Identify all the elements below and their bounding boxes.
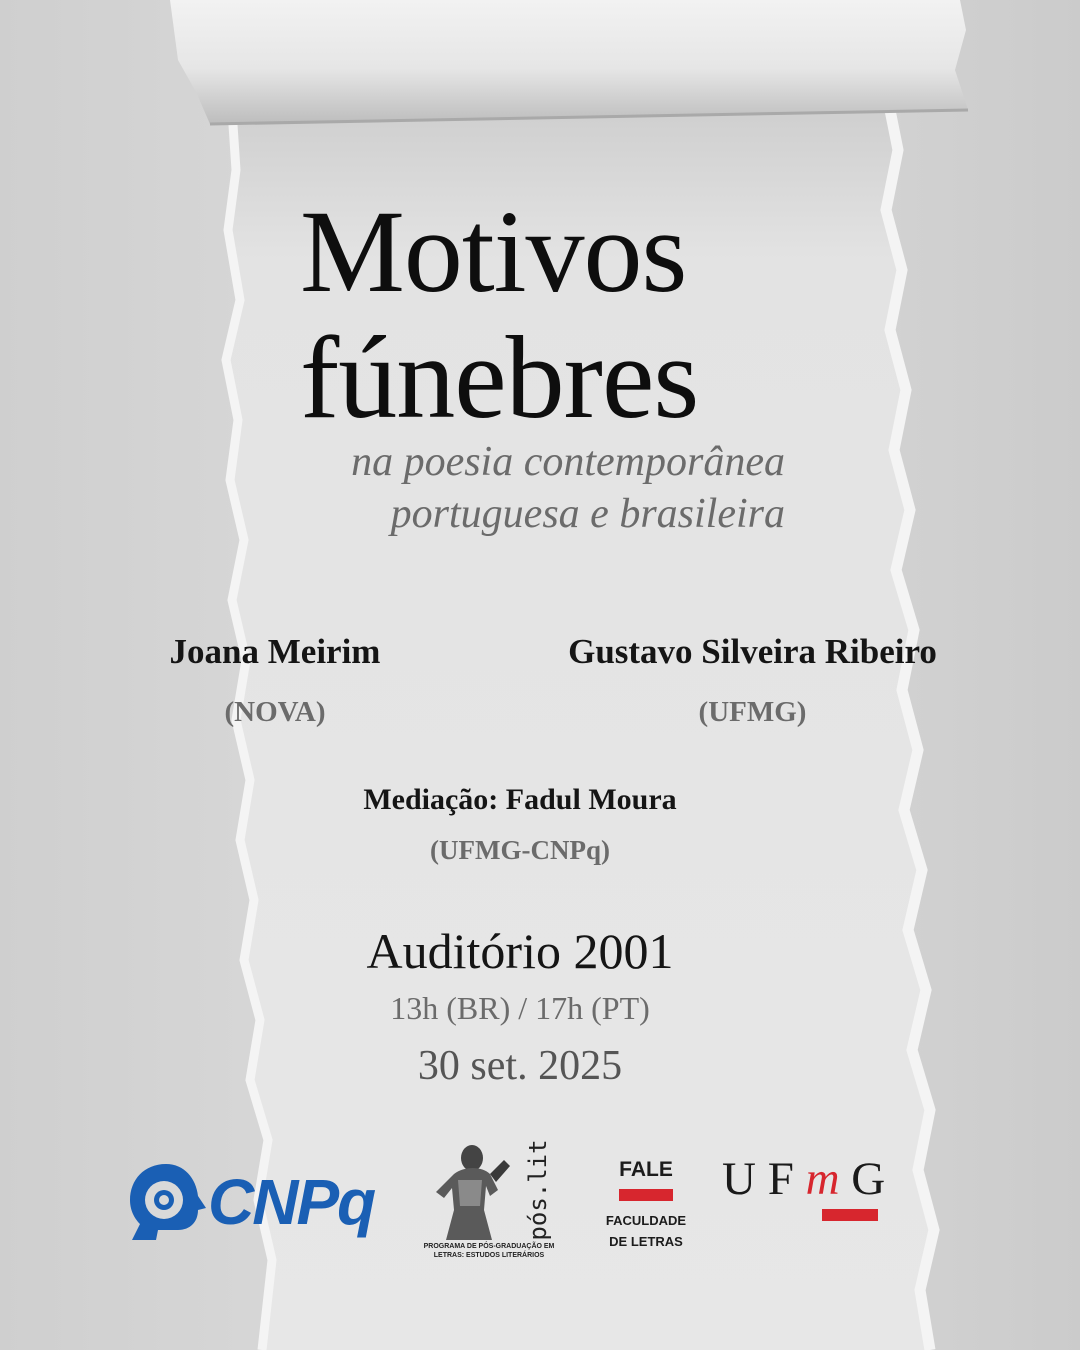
mediation-affiliation: (UFMG-CNPq) (430, 835, 610, 865)
fale-line-2: DE LETRAS (609, 1234, 683, 1249)
cnpq-wordmark: CNPq (208, 1166, 375, 1238)
ufmg-red-bar (822, 1209, 878, 1221)
fale-fullname (586, 1210, 706, 1252)
cnpq-head-icon (126, 1160, 208, 1244)
ufmg-logo (722, 1152, 942, 1226)
subtitle-line-1: na poesia contemporânea (351, 439, 785, 485)
cnpq-logo (126, 1160, 386, 1244)
speaker-1-name: Joana Meirim (169, 632, 381, 671)
fale-acronym: FALE (619, 1158, 673, 1181)
speaker-1-affiliation: (NOVA) (224, 696, 326, 728)
ufmg-letter-g: G (851, 1153, 886, 1205)
poslit-caption: PROGRAMA DE PÓS-GRADUAÇÃO EM LETRAS: ESTUDOS LITERÁRIOS (423, 1243, 555, 1259)
ufmg-wordmark (722, 1152, 942, 1206)
title-line-2: fúnebres (300, 312, 699, 443)
ufmg-letter-f: F (767, 1153, 794, 1205)
ufmg-letter-m: m (805, 1153, 840, 1205)
subtitle-line-2: portuguesa e brasileira (390, 491, 785, 537)
mediation-label: Mediação: Fadul Moura (363, 783, 677, 816)
title-line-1: Motivos (300, 186, 687, 317)
poslit-wordmark-text: pós.lit (524, 1139, 552, 1241)
engraved-figure-icon (424, 1140, 524, 1244)
poslit-logo (420, 1136, 560, 1266)
ufmg-letter-u: U (722, 1153, 756, 1205)
event-date: 30 set. 2025 (417, 1043, 623, 1089)
subtitle (300, 436, 785, 540)
event-venue: Auditório 2001 (366, 923, 674, 979)
speaker-2-affiliation: (UFMG) (698, 696, 807, 728)
fale-line-1: FACULDADE (605, 1213, 687, 1228)
speaker-2-name: Gustavo Silveira Ribeiro (568, 632, 937, 671)
poslit-wordmark (522, 1138, 556, 1250)
fale-logo (586, 1158, 706, 1254)
fale-red-bar (619, 1189, 673, 1201)
event-time: 13h (BR) / 17h (PT) (390, 990, 650, 1026)
